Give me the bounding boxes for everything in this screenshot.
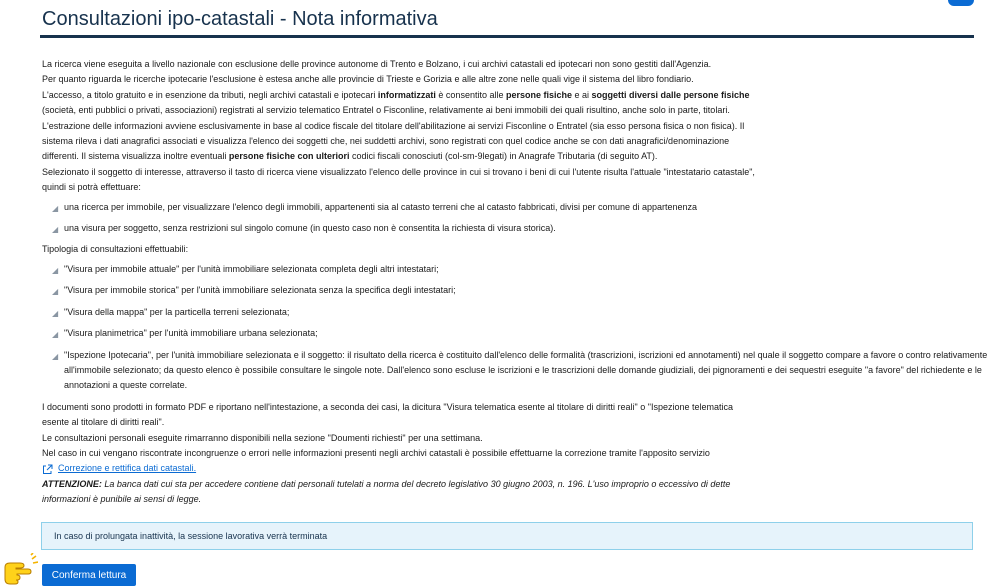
list-item-text: "Visura planimetrica" per l'unità immobiliare urbana selezionata; [64, 328, 318, 339]
intro-paragraph-4 [42, 119, 762, 165]
bold-segment: persone fisiche [505, 89, 572, 100]
text-segment: L'estrazione delle informazioni avviene esclusivamente in base al codice fiscale del titolare dell'abilitazione ai servizi Fisconline o Entratel (sia esso persona fisica o non fisica). Il sistema rileva i dati anagrafici associati e visualizza l'elenco dei soggetti che, nei suddetti archivi, sono registrati con quel codice anche se con dati anagrafici/denominazione differenti. Il sistema visualizza inoltre eventuali [42, 120, 745, 162]
bullet-icon: ◢ [52, 225, 59, 235]
list-item-text: "Ispezione Ipotecaria", per l'unità immobiliare selezionata e il soggetto: il risultato della ricerca è costituito dall'elenco delle formalità (trascrizioni, iscrizioni ed annotamenti) nel quale il soggetto compare a favore o contro relativamente all'immobile selezionato; da questo elenco è possibile consultare le singole note. Dall'elenco sono escluse le iscrizioni e le trascrizioni delle domande giudiziali, dei pignoramenti e dei sequestri eseguite "a favore" del richiedente e le annotazioni a queste correlate. [64, 349, 988, 391]
outro-paragraph-3: Nel caso in cui vengano riscontrate incongruenze o errori nelle informazioni presenti negli archivi catastali è possibile effettuarne la correzione tramite l'apposito servizio [42, 447, 710, 458]
text-segment: (società, enti pubblici o privati, associazioni) registrati al servizio telematico Entratel o Fisconline, relativamente ai beni immobili dei quali risultino, anche solo in parte, titolari. [42, 105, 730, 116]
bold-segment: informatizzati [377, 89, 436, 100]
warning-text: La banca dati cui sta per accedere contiene dati personali tutelati a norma del decreto legislativo 30 giugno 2003, n. 196. L'uso improprio o eccessivo di dette informazioni è punibile ai sensi di legge. [42, 478, 731, 505]
text-segment: e ai [572, 89, 592, 100]
warning-label: ATTENZIONE: [42, 478, 102, 489]
warning-paragraph [42, 477, 762, 508]
title-divider [40, 35, 974, 38]
text-segment: codici fiscali conosciuti (col-sm-9legati) in Anagrafe Tributaria (di seguito AT). [349, 151, 658, 162]
external-link-icon [42, 464, 53, 475]
bold-segment: persone fisiche con ulteriori [228, 151, 350, 162]
consultations-heading: Tipologia di consultazioni effettuabili: [42, 244, 189, 255]
info-content [42, 57, 988, 508]
bullet-icon: ◢ [52, 287, 59, 297]
list-item [42, 221, 762, 236]
consultations-list [42, 262, 988, 394]
intro-paragraph-2: Per quanto riguarda le ricerche ipotecarie l'esclusione è estesa anche alle provincie di Trieste e Gorizia e alle altre zone nelle quali vige il sistema del libro fondiario. [42, 74, 694, 85]
list-item [42, 326, 762, 341]
list-item-text: una visura per soggetto, senza restrizioni sul singolo comune (in questo caso non è consentita la richiesta di visura storica). [64, 223, 556, 234]
bullet-icon: ◢ [52, 330, 59, 340]
intro-paragraph-1: La ricerca viene eseguita a livello nazionale con esclusione delle province autonome di Trento e Bolzano, i cui archivi catastali ed ipotecari non sono gestiti dall'Agenzia. [42, 59, 712, 69]
page-title: Consultazioni ipo-catastali - Nota informativa [42, 8, 438, 30]
list-item-text: "Visura per immobile attuale" per l'unità immobiliare selezionata completa degli altri intestatari; [64, 263, 439, 274]
intro-paragraph-3 [42, 88, 762, 119]
list-item [42, 348, 989, 394]
list-item [42, 283, 762, 298]
bullet-icon: ◢ [52, 308, 59, 318]
bold-segment: soggetti diversi dalle persone fisiche [591, 89, 750, 100]
outro-paragraph-2: Le consultazioni personali eseguite rimarranno disponibili nella sezione "Doumenti richiesti" per una settimana. [42, 432, 483, 443]
text-segment: è consentito alle [435, 89, 506, 100]
bullet-icon: ◢ [52, 351, 59, 361]
confirm-reading-button[interactable]: Conferma lettura [42, 564, 136, 586]
correction-link-row [42, 461, 762, 476]
search-options-list [42, 200, 762, 237]
list-item-text: una ricerca per immobile, per visualizzare l'elenco degli immobili, appartenenti sia al catasto terreni che al catasto fabbricati, divisi per comune di appartenenza [64, 201, 698, 212]
inactivity-alert: In caso di prolungata inattività, la sessione lavorativa verrà terminata [41, 522, 973, 550]
outro-paragraph-1: I documenti sono prodotti in formato PDF e riportano nell'intestazione, a seconda dei casi, la dicitura "Visura telematica esente al titolare di diritti reali" o "Ispezione telematica esente al titolare di diritti reali". [42, 401, 733, 428]
list-item [42, 262, 762, 277]
list-item [42, 200, 762, 215]
bullet-icon: ◢ [52, 203, 59, 213]
top-scroll-button[interactable] [948, 0, 974, 6]
list-item-text: "Visura della mappa" per la particella terreni selezionata; [64, 306, 290, 317]
bullet-icon: ◢ [52, 265, 59, 275]
pointing-hand-icon [2, 553, 38, 585]
intro-paragraph-5: Selezionato il soggetto di interesse, attraverso il tasto di ricerca viene visualizzato l'elenco delle province in cui si trovano i beni di cui l'utente risulta l'attuale "intestatario catastale", quindi si potrà effettuare: [42, 166, 755, 193]
list-item-text: "Visura per immobile storica" per l'unità immobiliare selezionata senza la specifica degli intestatari; [64, 285, 456, 296]
text-segment: L'accesso, a titolo gratuito e in esenzione da tributi, negli archivi catastali e ipotecari [42, 89, 378, 100]
correction-link[interactable]: Correzione e rettifica dati catastali. [58, 463, 197, 474]
list-item [42, 305, 762, 320]
